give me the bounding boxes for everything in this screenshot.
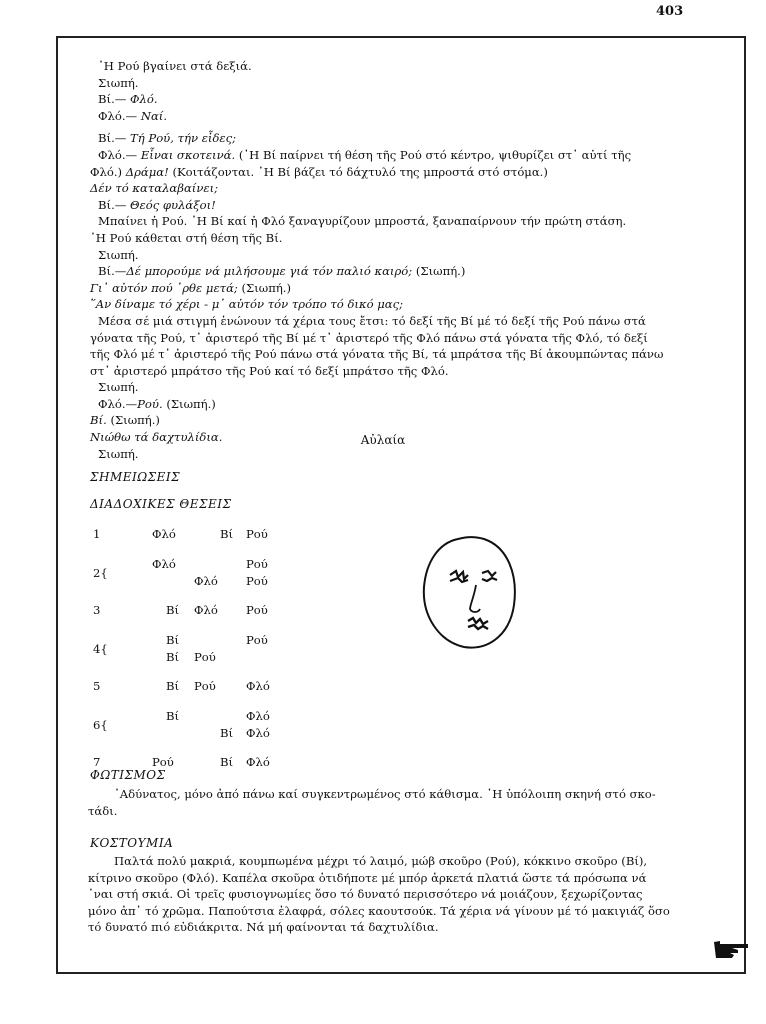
script-line (90, 346, 670, 363)
script-text (90, 58, 670, 462)
position-cell: Ρού (194, 650, 216, 664)
position-cell: Ρού (246, 603, 268, 617)
costume-heading: ΚΟΣΤΟΥΜΙΑ (90, 836, 174, 850)
script-text-run: ᾿Η Ρού βγαίνει στά δεξιά. (98, 59, 252, 73)
script-line (90, 363, 670, 380)
position-number: 4{ (93, 642, 108, 656)
costume-text (88, 853, 680, 936)
position-cell: Βί (166, 679, 180, 693)
script-text-run: Ρού. (137, 396, 163, 411)
script-text-run: γόνατα τῆς Ρού, τ᾿ ἀριστερό τῆς Βί μέ τ᾿ ἀριστερό τῆς Φλό πάνω στά γόνατα τῆς Φλό, τό δεξί (90, 330, 648, 345)
script-text-run: Γι᾿ αὐτόν πού ῾ρθε μετά; (90, 280, 238, 295)
position-cell: Φλό (152, 527, 176, 541)
stage-direction: (Σιωπή.) (237, 280, 292, 295)
script-line (90, 379, 670, 396)
script-text-run: Σιωπή. (98, 446, 139, 461)
paragraph-line: Παλτά πολύ μακριά, κουμπωμένα μέχρι τό λαιμό, μώβ σκοῦρο (Ρού), κόκκινο σκοῦρο (Βί), (114, 854, 648, 868)
speaker-label: Βί.— (98, 197, 131, 212)
position-cell: Βί (166, 709, 180, 723)
script-line (90, 108, 670, 125)
speaker-label: Φλό.) (90, 164, 126, 179)
script-line (90, 197, 670, 214)
paragraph-line: τό δυνατό πιό εὐδιάκριτα. Νά μή φαίνονται τά δαχτυλίδια. (88, 920, 439, 935)
script-line (90, 247, 670, 264)
paragraph-line: κίτρινο σκοῦρο (Φλό). Καπέλα σκοῦρα ὁτιδήποτε μέ μπόρ ἀρκετά πλατιά ὥστε τά πρόσωπα νά (88, 870, 647, 885)
position-cell: Ρού (246, 633, 268, 647)
lighting-heading: ΦΩΤΙΣΜΟΣ (90, 768, 166, 782)
speaker-label: Βί.— (98, 92, 131, 107)
script-line (90, 164, 670, 181)
speaker-label: Φλό.— (98, 147, 141, 162)
position-cell: Φλό (246, 709, 270, 723)
script-line (90, 230, 670, 247)
speaker-label: Φλό.— (98, 108, 141, 123)
position-cell: Βί (166, 650, 180, 664)
paragraph-line: μόνο ἀπ᾿ τό χρῶμα. Παπούτσια ἐλαφρά, σόλες καουτσούκ. Τά χέρια νά γίνουν μέ τό μακιγιάζ ὅσο (88, 903, 670, 918)
stage-direction: (᾿Η Βί παίρνει τή θέση τῆς Ρού στό κέντρο, ψιθυρίζει στ᾿ αὐτί τῆς (235, 147, 632, 162)
position-cell: Φλό (246, 726, 270, 740)
script-line (90, 396, 670, 413)
script-text-run: στ᾿ ἀριστερό μπράτσο τῆς Ρού καί τό δεξί μπράτσο τῆς Φλό. (90, 363, 449, 378)
position-cell: Φλό (194, 574, 218, 588)
position-cell: Φλό (246, 679, 270, 693)
position-number: 7 (93, 755, 101, 769)
page-number: 403 (656, 4, 684, 19)
script-text-run: Μπαίνει ἡ Ρού. ᾿Η Βί καί ἡ Φλό ξαναγυρίζουν μπροστά, ξαναπαίρνουν τήν πρώτη στάση. (98, 214, 627, 229)
script-text-run: Φλό. (130, 92, 158, 107)
lighting-text (88, 786, 680, 819)
script-text-run: Σιωπή. (98, 380, 139, 395)
script-text-run: Δράμα! (125, 164, 169, 179)
position-cell: Φλό (194, 603, 218, 617)
paragraph-line: ᾿Αδύνατος, μόνο ἀπό πάνω καί συγκεντρωμένος στό κάθισμα. ᾿Η ὑπόλοιπη σκηνή στό σκο- (114, 787, 656, 801)
stage-direction: (Σιωπή.) (412, 264, 466, 279)
stage-direction: (Σιωπή.) (162, 396, 216, 411)
script-line (90, 130, 670, 147)
script-text-run: Νιώθω τά δαχτυλίδια. (90, 430, 223, 445)
stage-direction: (Κοιτάζονται. ᾿Η Βί βάζει τό δάχτυλό της μπροστά στό στόμα.) (168, 164, 548, 179)
paragraph-line: τάδι. (88, 803, 118, 818)
position-cell: Βί (166, 633, 180, 647)
position-number: 1 (93, 527, 101, 541)
position-number: 2{ (93, 566, 108, 580)
position-cell: Βί (220, 726, 234, 740)
script-text-run: ῞Αν δίναμε τό χέρι - μ᾿ αὐτόν τόν τρόπο τό δικό μας; (90, 297, 404, 312)
script-line (90, 412, 670, 429)
script-line (90, 280, 670, 297)
script-text-run: τῆς Φλό μέ τ᾿ ἀριστερό τῆς Ρού πάνω στά γόνατα τῆς Βί, τά μπράτσα τῆς Βί ἀκουμπώντας πάνω (90, 347, 664, 362)
position-cell: Ρού (246, 574, 268, 588)
position-number: 5 (93, 679, 101, 693)
script-text-run: Μέσα σέ μιά στιγμή ἑνώνουν τά χέρια τους ἔτσι: τό δεξί τῆς Βί μέ τό δεξί τῆς Ρού πάνω στά (98, 313, 646, 328)
script-text-run: Τή Ρού, τήν εἶδες; (130, 131, 237, 146)
speaker-label: Βί.— (98, 264, 127, 279)
stage-direction: (Σιωπή.) (106, 413, 160, 428)
notes-heading: ΣΗΜΕΙΩΣΕΙΣ (90, 470, 181, 484)
script-text-run: Δέ μπορούμε νά μιλήσουμε γιά τόν παλιό καιρό; (126, 264, 413, 279)
position-cell: Ρού (194, 679, 216, 693)
script-line (90, 313, 670, 330)
script-text-run: Εἶναι σκοτεινά. (140, 147, 236, 162)
script-line (90, 147, 670, 164)
positions-heading: ΔΙΑΔΟΧΙΚΕΣ ΘΕΣΕΙΣ (90, 497, 232, 511)
script-text-run: Σιωπή. (98, 75, 139, 90)
speaker-label: Φλό.— (98, 396, 138, 411)
position-cell: Ρού (246, 527, 268, 541)
script-line (90, 91, 670, 108)
script-line (90, 446, 670, 463)
position-cell: Φλό (152, 557, 176, 571)
position-cell: Βί (166, 603, 180, 617)
position-cell: Φλό (246, 755, 270, 769)
position-cell: Ρού (152, 755, 174, 769)
script-line (90, 296, 670, 313)
curtain-line: Αὐλαία (360, 433, 406, 447)
face-drawing (418, 535, 518, 653)
script-line (90, 75, 670, 92)
script-line (90, 213, 670, 230)
script-text-run: Ναί. (140, 108, 168, 123)
script-text-run: Δέν τό καταλαβαίνει; (90, 181, 219, 196)
script-text-run: Σιωπή. (98, 247, 139, 262)
position-number: 6{ (93, 718, 108, 732)
script-line (90, 330, 670, 347)
script-text-run: ᾿Η Ρού κάθεται στή θέση τῆς Βί. (90, 230, 283, 245)
script-text-run: Βί. (90, 413, 107, 428)
script-text-run: Θεός φυλάξοι! (130, 197, 216, 212)
position-cell: Ρού (246, 557, 268, 571)
script-line (90, 58, 670, 75)
paragraph-line: ῾ναι στή σκιά. Οἱ τρεῖς φυσιογνωμίες ὅσο τό δυνατό περισσότερο νά μοιάζουν, ξεχωρίζοντας (88, 887, 643, 902)
position-cell: Βί (220, 755, 234, 769)
pointing-hand-icon (712, 938, 752, 960)
speaker-label: Βί.— (98, 131, 131, 146)
position-number: 3 (93, 603, 101, 617)
script-line (90, 263, 670, 280)
position-cell: Βί (220, 527, 234, 541)
script-line (90, 180, 670, 197)
